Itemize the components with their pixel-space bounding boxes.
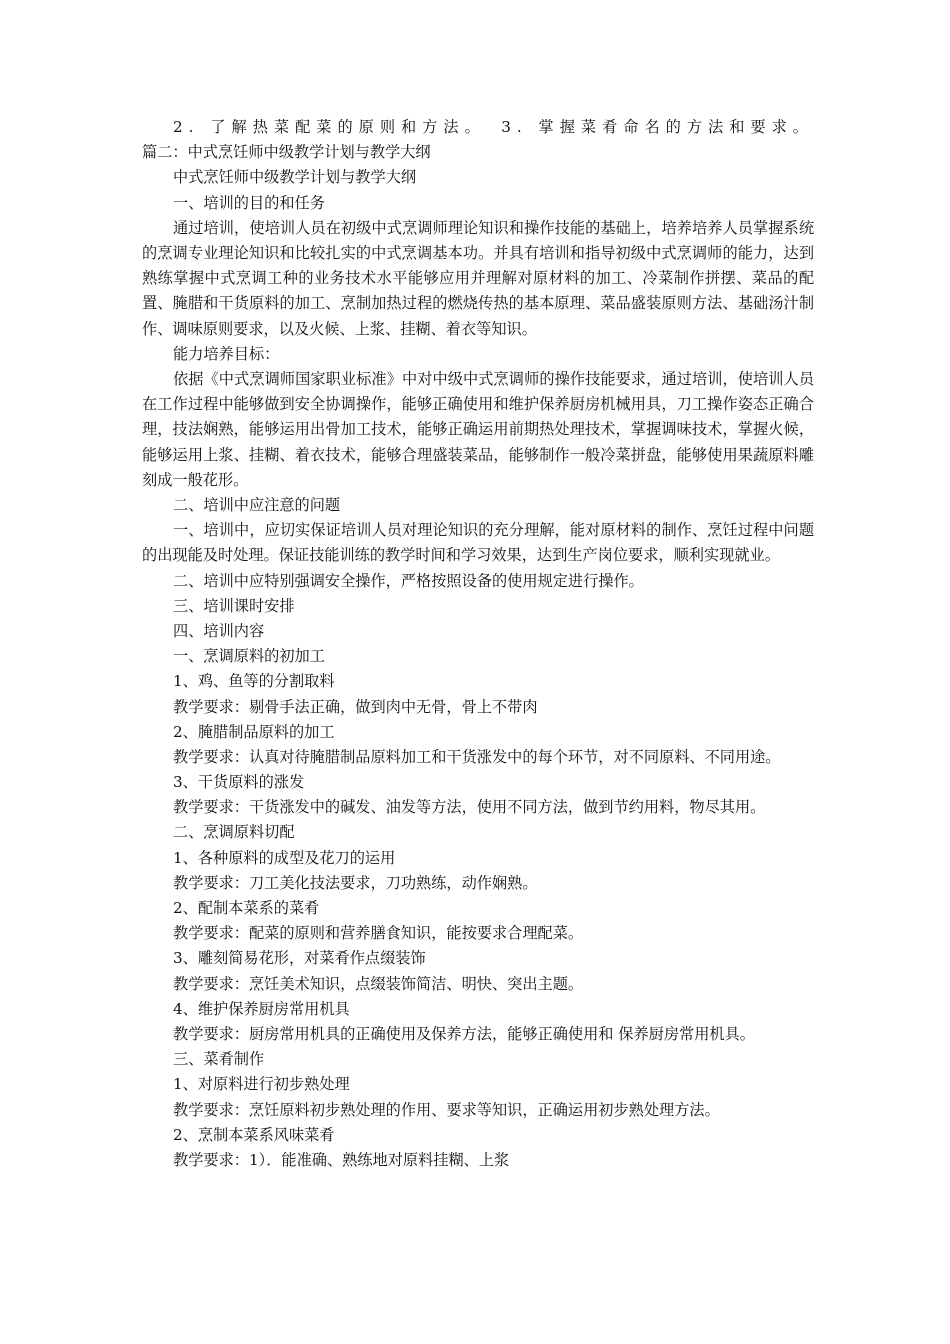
teaching-requirement: 教学要求：烹饪原料初步熟处理的作用、要求等知识，正确运用初步熟处理方法。 xyxy=(173,1100,720,1119)
paragraph-issues: 一、培训中，应切实保证培训人员对理论知识的充分理解，能对原材料的制作、烹饪过程中问题的出现能及时处理。保证技能训练的教学时间和学习效果，达到生产岗位要求，顺利实现就业。 xyxy=(142,521,814,565)
heading-schedule: 三、培训课时安排 xyxy=(173,596,295,615)
paragraph-ability: 依据《中式烹调师国家职业标准》中对中级中式烹调师的操作技能要求，通过培训，使培训人员在工作过程中能够做到安全协调操作，能够正确使用和维护保养厨房机械用具，刀工操作姿态正确合理，技法娴熟，能够运用出骨加工技术，能够正确运用前期热处理技术，掌握调味技术，掌握火候，能够运用上浆、挂糊、着衣技术，能够合理盛装菜品，能够制作一般冷菜拼盘，能够使用果蔬原料雕刻成一般花形。 xyxy=(142,369,814,489)
heading-cutting: 二、烹调原料切配 xyxy=(173,823,295,842)
item-heading: 3、干货原料的涨发 xyxy=(173,773,305,792)
heading-ability: 能力培养目标： xyxy=(173,344,280,363)
teaching-requirement: 教学要求：烹饪美术知识，点缀装饰简洁、明快、突出主题。 xyxy=(173,974,584,993)
heading-issues: 二、培训中应注意的问题 xyxy=(173,495,341,514)
teaching-requirement: 教学要求：剔骨手法正确，做到肉中无骨，骨上不带肉 xyxy=(173,697,538,716)
item-heading: 2、烹制本菜系风味菜肴 xyxy=(173,1125,335,1144)
objective-3: 3. 掌握菜肴命名的方法和要求。 xyxy=(501,118,814,136)
teaching-requirement: 教学要求：干货涨发中的碱发、油发等方法，使用不同方法，做到节约用料，物尽其用。 xyxy=(173,798,766,817)
objectives-line xyxy=(142,115,814,140)
section-heading: 篇二：中式烹饪师中级教学计划与教学大纲 xyxy=(142,143,431,162)
objective-2: 2. 了解热菜配菜的原则和方法。 xyxy=(173,118,486,136)
document-title: 中式烹饪师中级教学计划与教学大纲 xyxy=(173,168,416,187)
item-heading: 1、鸡、鱼等的分割取料 xyxy=(173,672,335,691)
item-heading: 1、各种原料的成型及花刀的运用 xyxy=(173,848,396,867)
heading-preprocessing: 一、烹调原料的初加工 xyxy=(173,647,325,666)
heading-content: 四、培训内容 xyxy=(173,621,265,640)
item-heading: 2、配制本菜系的菜肴 xyxy=(173,899,320,918)
document-body xyxy=(142,115,814,1173)
paragraph-purpose: 通过培训，使培训人员在初级中式烹调师理论知识和操作技能的基础上，培养培养人员掌握系统的烹调专业理论知识和比较扎实的中式烹调基本功。并具有培训和指导初级中式烹调师的能力，达到熟练掌握中式烹调工种的业务技术水平能够应用并理解对原材料的加工、冷菜制作拼摆、菜品的配置、腌腊和干货原料的加工、烹制加热过程的燃烧传热的基本原理、菜品盛装原则方法、基础汤汁制作、调味原则要求，以及火候、上浆、挂糊、着衣等知识。 xyxy=(142,218,814,338)
teaching-requirement: 教学要求：刀工美化技法要求，刀功熟练，动作娴熟。 xyxy=(173,873,538,892)
item-heading: 2、腌腊制品原料的加工 xyxy=(173,722,335,741)
heading-dishes: 三、菜肴制作 xyxy=(173,1050,265,1069)
text-line: 二、培训中应特别强调安全操作，严格按照设备的使用规定进行操作。 xyxy=(173,571,644,590)
item-heading: 1、对原料进行初步熟处理 xyxy=(173,1075,350,1094)
teaching-requirement: 教学要求：配菜的原则和营养膳食知识，能按要求合理配菜。 xyxy=(173,924,584,943)
item-heading: 4、维护保养厨房常用机具 xyxy=(173,999,350,1018)
teaching-requirement: 教学要求：厨房常用机具的正确使用及保养方法，能够正确使用和 保养厨房常用机具。 xyxy=(173,1024,755,1043)
item-heading: 3、雕刻简易花形，对菜肴作点缀装饰 xyxy=(173,949,426,968)
teaching-requirement: 教学要求：认真对待腌腊制品原料加工和干货涨发中的每个环节，对不同原料、不同用途。 xyxy=(173,747,781,766)
heading-purpose: 一、培训的目的和任务 xyxy=(173,193,325,212)
teaching-requirement: 教学要求：1）．能准确、熟练地对原料挂糊、上浆 xyxy=(173,1150,510,1169)
